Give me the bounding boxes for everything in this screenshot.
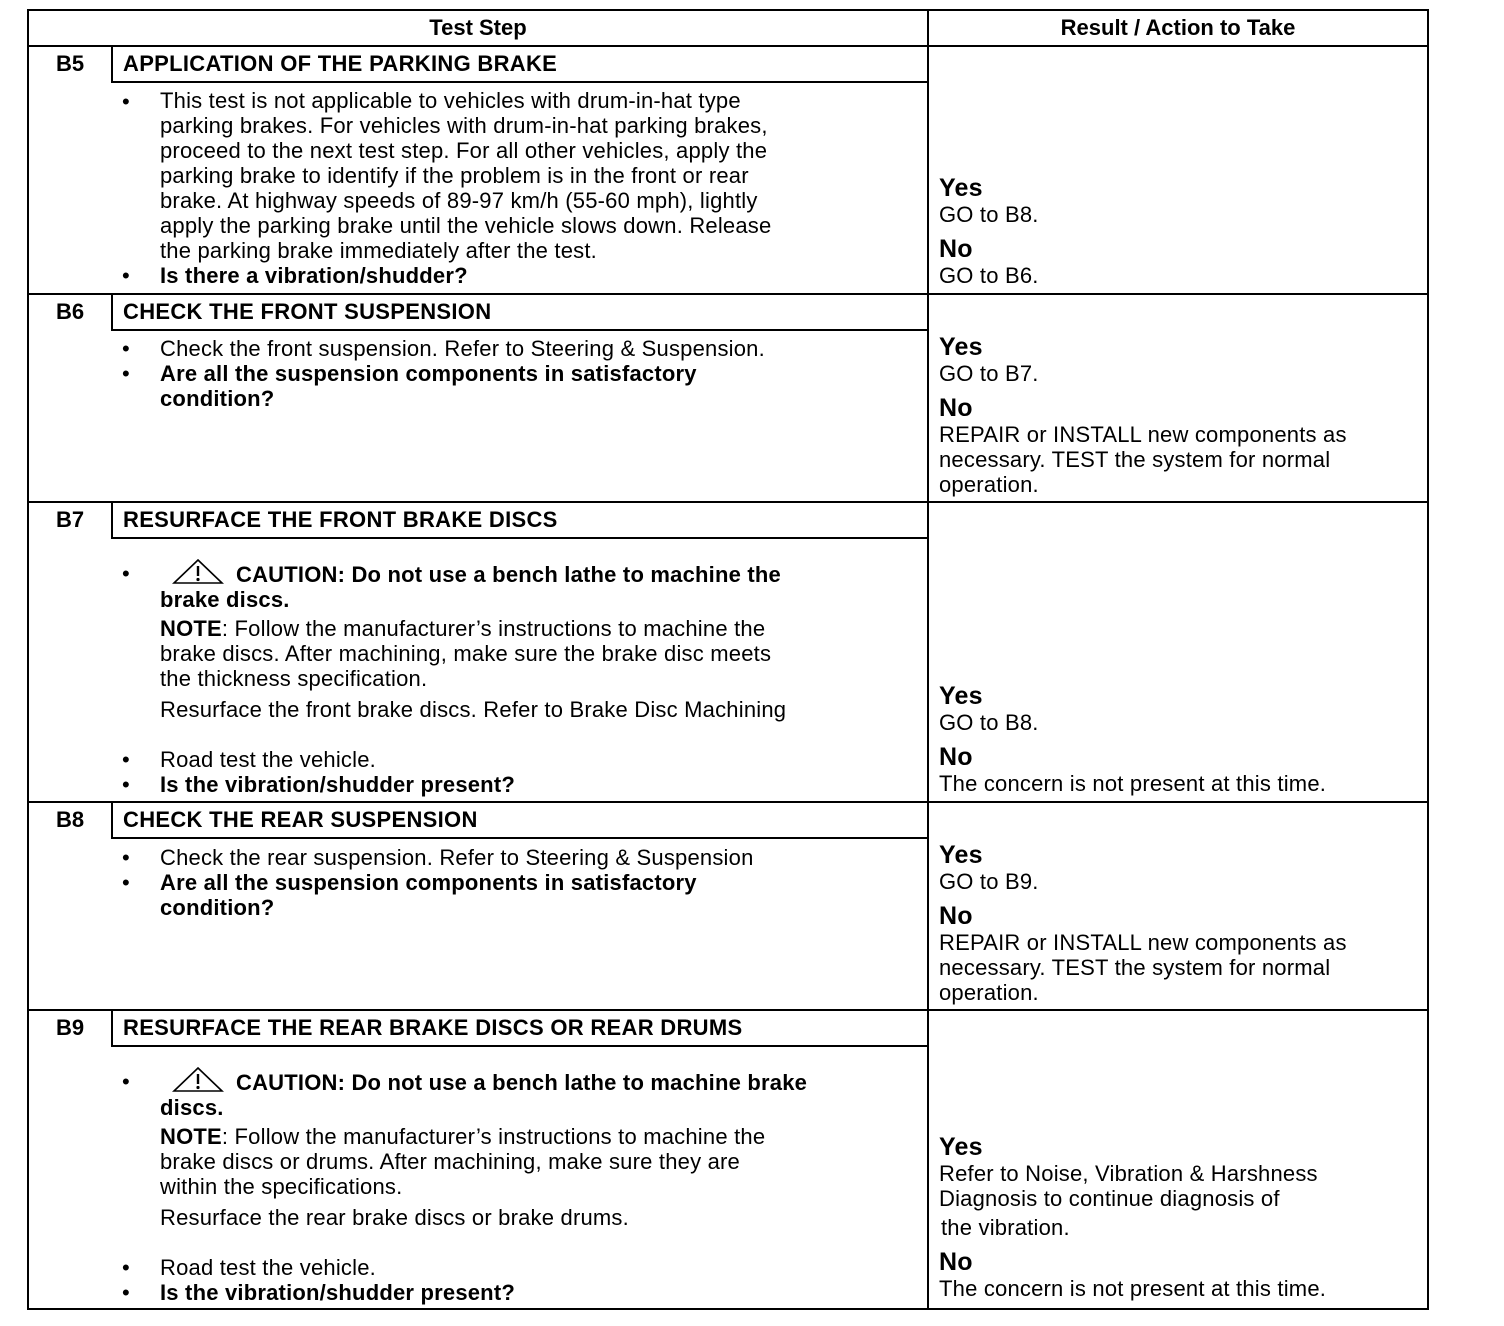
result bbox=[939, 841, 1419, 1005]
id-divider bbox=[111, 803, 113, 837]
result bbox=[939, 1133, 1419, 1301]
no-action: The concern is not present at this time. bbox=[939, 1276, 1327, 1301]
instruction: Check the rear suspension. Refer to Steering & Suspension bbox=[160, 845, 754, 870]
result bbox=[939, 682, 1419, 796]
result bbox=[939, 174, 1419, 288]
question: Is the vibration/shudder present? bbox=[160, 1280, 515, 1305]
resurface-instruction: Resurface the front brake discs. Refer to Brake Disc Machining bbox=[160, 697, 787, 722]
column-divider bbox=[927, 11, 929, 1308]
instruction-line: brake. At highway speeds of 89-97 km/h (55-60 mph), lightly bbox=[160, 188, 758, 213]
header-test-step: Test Step bbox=[429, 15, 527, 40]
caution-line bbox=[160, 1067, 920, 1095]
road-test: Road test the vehicle. bbox=[160, 1255, 376, 1280]
instruction-line: parking brakes. For vehicles with drum-in-hat parking brakes, bbox=[160, 113, 768, 138]
caution-text: CAUTION: Do not use a bench lathe to machine brake bbox=[236, 1070, 808, 1095]
no-label: No bbox=[939, 902, 973, 930]
question-line: condition? bbox=[160, 895, 275, 920]
question-line: Are all the suspension components in satisfactory bbox=[160, 361, 697, 386]
note-label: NOTE bbox=[160, 1124, 222, 1149]
bullet: • bbox=[122, 561, 130, 586]
bullet: • bbox=[122, 336, 130, 361]
result bbox=[939, 333, 1419, 497]
instruction-text bbox=[160, 88, 920, 263]
caution-triangle-icon bbox=[172, 1067, 224, 1093]
bullet: • bbox=[122, 89, 130, 114]
note-text: : Follow the manufacturer’s instructions to machine the bbox=[221, 616, 766, 641]
bullet: • bbox=[122, 747, 130, 772]
step-title: CHECK THE REAR SUSPENSION bbox=[123, 807, 478, 832]
note-text: : Follow the manufacturer’s instructions to machine the bbox=[221, 1124, 766, 1149]
question bbox=[160, 870, 920, 920]
title-divider bbox=[111, 537, 927, 539]
instruction-line: proceed to the next test step. For all other vehicles, apply the bbox=[160, 138, 768, 163]
instruction: Check the front suspension. Refer to Steering & Suspension. bbox=[160, 336, 765, 361]
note-line: brake discs or drums. After machining, make sure they are bbox=[160, 1149, 740, 1174]
yes-label: Yes bbox=[939, 174, 983, 202]
step-title: APPLICATION OF THE PARKING BRAKE bbox=[123, 51, 558, 76]
bullet: • bbox=[122, 263, 130, 288]
no-action-line: REPAIR or INSTALL new components as bbox=[939, 930, 1347, 955]
note bbox=[160, 616, 920, 691]
step-id: B5 bbox=[55, 51, 85, 76]
title-divider bbox=[111, 837, 927, 839]
question-line: condition? bbox=[160, 386, 275, 411]
title-divider bbox=[111, 1045, 927, 1047]
note-label: NOTE bbox=[160, 616, 222, 641]
yes-action: GO to B9. bbox=[939, 869, 1039, 894]
question: Is the vibration/shudder present? bbox=[160, 772, 515, 797]
note-line bbox=[160, 1124, 920, 1149]
header-result: Result / Action to Take bbox=[1060, 15, 1296, 40]
yes-label: Yes bbox=[939, 682, 983, 710]
bullet: • bbox=[122, 870, 130, 895]
question-line: Are all the suspension components in satisfactory bbox=[160, 870, 697, 895]
instruction-line: parking brake to identify if the problem is in the front or rear bbox=[160, 163, 749, 188]
road-test: Road test the vehicle. bbox=[160, 747, 376, 772]
note-line: the thickness specification. bbox=[160, 666, 428, 691]
bullet: • bbox=[122, 1255, 130, 1280]
caution-text: CAUTION: Do not use a bench lathe to machine the bbox=[236, 562, 781, 587]
step-id: B6 bbox=[55, 299, 85, 324]
instruction-line: the parking brake immediately after the test. bbox=[160, 238, 597, 263]
id-divider bbox=[111, 47, 113, 81]
bullet: • bbox=[122, 361, 130, 386]
caution-line: discs. bbox=[160, 1095, 224, 1120]
step-title: CHECK THE FRONT SUSPENSION bbox=[123, 299, 492, 324]
instruction-line: This test is not applicable to vehicles with drum-in-hat type bbox=[160, 88, 741, 113]
yes-action-line: Diagnosis to continue diagnosis of bbox=[939, 1186, 1280, 1211]
caution-triangle-icon bbox=[172, 559, 224, 585]
no-action-line: necessary. TEST the system for normal bbox=[939, 955, 1331, 980]
id-divider bbox=[111, 503, 113, 537]
yes-action: GO to B7. bbox=[939, 361, 1039, 386]
no-action: The concern is not present at this time. bbox=[939, 771, 1327, 796]
bullet: • bbox=[122, 1280, 130, 1305]
resurface-instruction: Resurface the rear brake discs or brake drums. bbox=[160, 1205, 629, 1230]
instruction-line: apply the parking brake until the vehicle slows down. Release bbox=[160, 213, 772, 238]
yes-label: Yes bbox=[939, 333, 983, 361]
no-label: No bbox=[939, 235, 973, 263]
bullet: • bbox=[122, 1069, 130, 1094]
title-divider bbox=[111, 81, 927, 83]
no-action-line: necessary. TEST the system for normal bbox=[939, 447, 1331, 472]
yes-label: Yes bbox=[939, 841, 983, 869]
no-label: No bbox=[939, 394, 973, 422]
caution-line: brake discs. bbox=[160, 587, 290, 612]
no-action-line: operation. bbox=[939, 980, 1039, 1005]
yes-action-line: the vibration. bbox=[941, 1215, 1070, 1240]
no-action: GO to B6. bbox=[939, 263, 1039, 288]
step-id: B7 bbox=[55, 507, 85, 532]
id-divider bbox=[111, 295, 113, 329]
title-divider bbox=[111, 329, 927, 331]
yes-action-line: Refer to Noise, Vibration & Harshness bbox=[939, 1161, 1318, 1186]
yes-action: GO to B8. bbox=[939, 202, 1039, 227]
step-title: RESURFACE THE FRONT BRAKE DISCS bbox=[123, 507, 558, 532]
note-line: within the specifications. bbox=[160, 1174, 403, 1199]
step-id: B9 bbox=[55, 1015, 85, 1040]
question bbox=[160, 361, 920, 411]
no-label: No bbox=[939, 1248, 973, 1276]
bullet: • bbox=[122, 772, 130, 797]
no-label: No bbox=[939, 743, 973, 771]
step-title: RESURFACE THE REAR BRAKE DISCS OR REAR DRUMS bbox=[123, 1015, 743, 1040]
diagnostic-table bbox=[27, 9, 1429, 1310]
caution bbox=[160, 1067, 920, 1120]
id-divider bbox=[111, 1011, 113, 1045]
yes-label: Yes bbox=[939, 1133, 983, 1161]
bullet: • bbox=[122, 845, 130, 870]
no-action-line: REPAIR or INSTALL new components as bbox=[939, 422, 1347, 447]
no-action-line: operation. bbox=[939, 472, 1039, 497]
step-id: B8 bbox=[55, 807, 85, 832]
note bbox=[160, 1124, 920, 1199]
yes-action: GO to B8. bbox=[939, 710, 1039, 735]
question: Is there a vibration/shudder? bbox=[160, 263, 468, 288]
note-line: brake discs. After machining, make sure the brake disc meets bbox=[160, 641, 772, 666]
caution-line bbox=[160, 559, 920, 587]
caution bbox=[160, 559, 920, 612]
note-line bbox=[160, 616, 920, 641]
